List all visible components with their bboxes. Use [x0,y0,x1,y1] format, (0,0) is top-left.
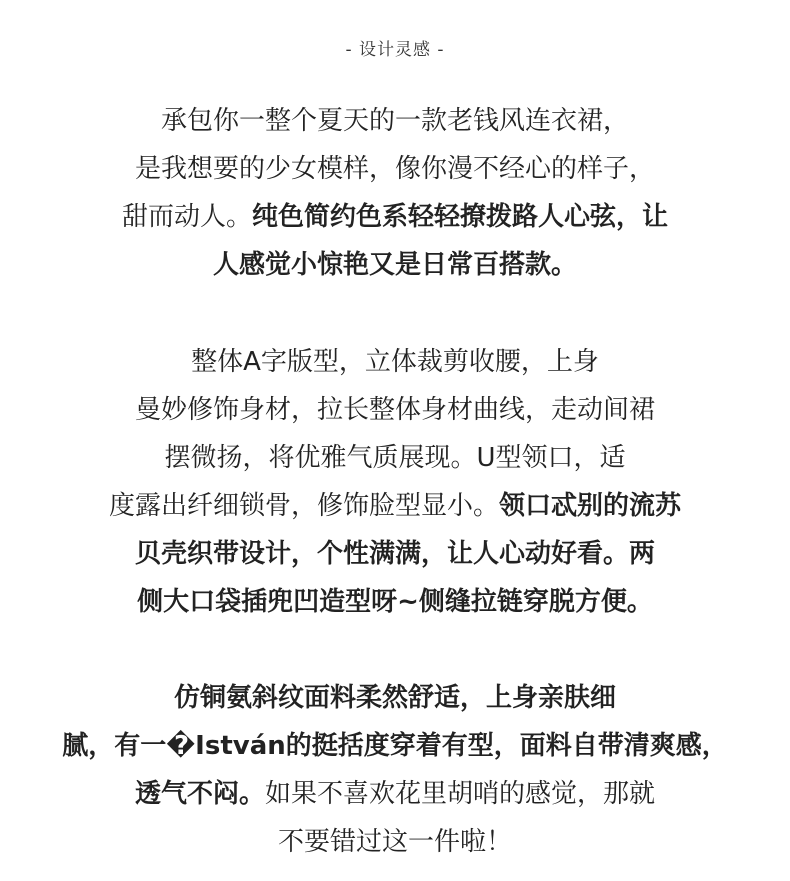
text-line [0,434,790,482]
text-bold: 腻，有一�István的挺括度穿着有型，面料自带清爽感， [62,731,728,761]
text-line [0,97,790,145]
paragraph-design-intro [0,97,790,289]
text-regular: 甜而动人。 [121,202,252,232]
text-line [0,193,790,241]
text-bold: 人感觉小惊艳又是日常百搭款。 [212,250,577,280]
text-bold: 侧大口袋插兜凹造型呀~侧缝拉链穿脱方便。 [137,587,653,617]
text-regular: 曼妙修饰身材，拉长整体身材曲线，走动间裙 [134,395,655,425]
text-regular: 是我想要的少女模样，像你漫不经心的样子， [134,154,655,184]
text-regular: 整体A字版型，立体裁剪收腰，上身 [191,347,599,377]
text-bold: 透气不闷。 [134,779,265,809]
paragraph-fabric [0,674,790,866]
text-line [0,770,790,818]
text-line [0,386,790,434]
text-bold: 纯色简约色系轻轻撩拨路人心弦，让 [252,202,669,232]
text-regular: 摆微扬，将优雅气质展现。U型领口，适 [164,443,626,473]
section-title: - 设计灵感 - [345,40,445,60]
text-line [0,722,790,770]
text-regular: 不要错过这一件啦！ [277,827,512,857]
text-bold: 领口忒别的流苏 [499,491,682,521]
paragraph-design-details [0,338,790,626]
text-line [0,145,790,193]
text-bold: 仿铜氨斜纹面料柔然舒适，上身亲肤细 [173,683,616,713]
text-regular: 承包你一整个夏天的一款老钱风连衣裙， [160,106,629,136]
text-line [0,482,790,530]
text-line [0,241,790,289]
text-line [0,338,790,386]
text-bold: 贝壳织带设计，个性满满，让人心动好看。两 [134,539,655,569]
text-line [0,674,790,722]
text-regular: 度露出纤细锁骨，修饰脸型显小。 [108,491,499,521]
text-line [0,578,790,626]
text-line [0,818,790,866]
text-regular: 如果不喜欢花里胡哨的感觉，那就 [265,779,656,809]
text-line [0,530,790,578]
